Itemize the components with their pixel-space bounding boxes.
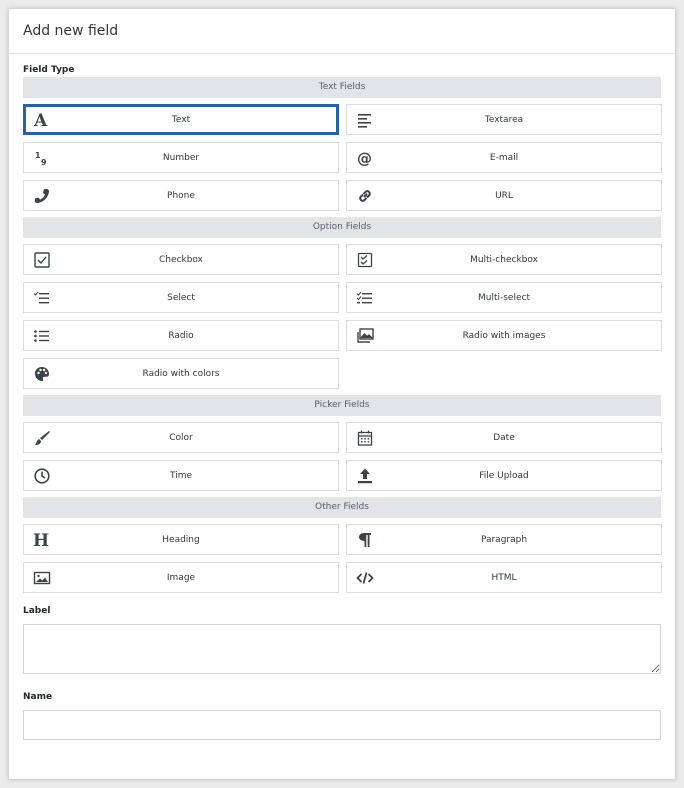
field-type-label: Textarea: [484, 114, 524, 125]
field-type-label: Heading: [162, 534, 200, 545]
field-type-label: Radio: [168, 330, 194, 341]
field-type-radio-with-images-button[interactable]: [346, 320, 662, 351]
field-type-label: Multi-checkbox: [470, 254, 538, 265]
field-type-radio-with-colors-button[interactable]: [23, 358, 339, 389]
field-type-label: Time: [169, 470, 193, 481]
add-field-panel: [8, 8, 676, 780]
svg-text:H: H: [33, 530, 50, 549]
panel-title: Add new field: [9, 9, 675, 54]
link-icon: [356, 187, 374, 205]
field-type-label: File Upload: [479, 470, 529, 481]
checkbox-icon: [33, 251, 51, 269]
field-type-url-button[interactable]: [346, 180, 662, 211]
field-type-paragraph-button[interactable]: [346, 524, 662, 555]
field-type-grid: [23, 524, 661, 593]
field-type-label: Checkbox: [159, 254, 203, 265]
field-type-grid: [23, 244, 661, 389]
field-type-label: HTML: [491, 572, 517, 583]
field-type-select-button[interactable]: [23, 282, 339, 313]
group-heading-other-fields: Other Fields: [23, 497, 661, 518]
field-type-label: E-mail: [489, 152, 519, 163]
field-type-file-upload-button[interactable]: [346, 460, 662, 491]
upload-icon: [356, 467, 374, 485]
field-type-html-button[interactable]: [346, 562, 662, 593]
svg-text:@: @: [357, 149, 372, 167]
field-type-color-button[interactable]: [23, 422, 339, 453]
field-type-e-mail-button[interactable]: [346, 142, 662, 173]
field-type-multi-checkbox-button[interactable]: [346, 244, 662, 275]
image-icon: [33, 569, 51, 587]
field-type-label: Color: [169, 432, 193, 443]
multi-select-list-icon: [356, 289, 374, 307]
heading-icon: [33, 531, 51, 549]
field-type-grid: [23, 422, 661, 491]
label-field-label: Label: [23, 606, 51, 616]
field-type-label: Phone: [167, 190, 195, 201]
group-heading-picker-fields: Picker Fields: [23, 395, 661, 416]
svg-text:A: A: [34, 110, 48, 129]
field-type-groups: [23, 77, 661, 593]
field-type-multi-select-button[interactable]: [346, 282, 662, 313]
multi-checkbox-icon: [356, 251, 374, 269]
field-type-label: Multi-select: [478, 292, 530, 303]
field-type-phone-button[interactable]: [23, 180, 339, 211]
paragraph-icon: [356, 531, 374, 549]
group-heading-text-fields: Text Fields: [23, 77, 661, 98]
name-field-label: Name: [23, 692, 53, 702]
field-type-label: Paragraph: [480, 534, 528, 545]
panel-content: [23, 63, 661, 740]
field-type-label: Field Type: [23, 65, 75, 75]
phone-icon: [33, 187, 51, 205]
field-type-grid: [23, 104, 661, 211]
svg-text:9: 9: [41, 157, 47, 167]
field-type-time-button[interactable]: [23, 460, 339, 491]
svg-text:1: 1: [35, 150, 41, 160]
palette-icon: [33, 365, 51, 383]
field-type-image-button[interactable]: [23, 562, 339, 593]
align-left-icon: [356, 111, 374, 129]
field-type-label: Text: [171, 114, 191, 125]
brush-icon: [33, 429, 51, 447]
field-type-heading-button[interactable]: [23, 524, 339, 555]
label-textarea[interactable]: [23, 624, 661, 674]
field-type-label: Select: [167, 292, 195, 303]
field-type-label: Image: [166, 572, 196, 583]
select-list-icon: [33, 289, 51, 307]
images-icon: [356, 327, 374, 345]
field-type-radio-button[interactable]: [23, 320, 339, 351]
field-type-text-button[interactable]: [23, 104, 339, 135]
code-icon: [356, 569, 374, 587]
group-heading-option-fields: Option Fields: [23, 217, 661, 238]
field-type-label: Radio with colors: [142, 368, 220, 379]
calendar-icon: [356, 429, 374, 447]
text-a-icon: [33, 111, 51, 129]
radio-list-icon: [33, 327, 51, 345]
field-type-number-button[interactable]: [23, 142, 339, 173]
field-type-textarea-button[interactable]: [346, 104, 662, 135]
number-icon: [33, 149, 51, 167]
clock-icon: [33, 467, 51, 485]
field-type-label: URL: [495, 190, 513, 201]
at-icon: [356, 149, 374, 167]
field-type-date-button[interactable]: [346, 422, 662, 453]
field-type-label: Radio with images: [462, 330, 546, 341]
name-input[interactable]: [23, 710, 661, 740]
field-type-label: Number: [162, 152, 200, 163]
field-type-label: Date: [493, 432, 515, 443]
field-type-checkbox-button[interactable]: [23, 244, 339, 275]
